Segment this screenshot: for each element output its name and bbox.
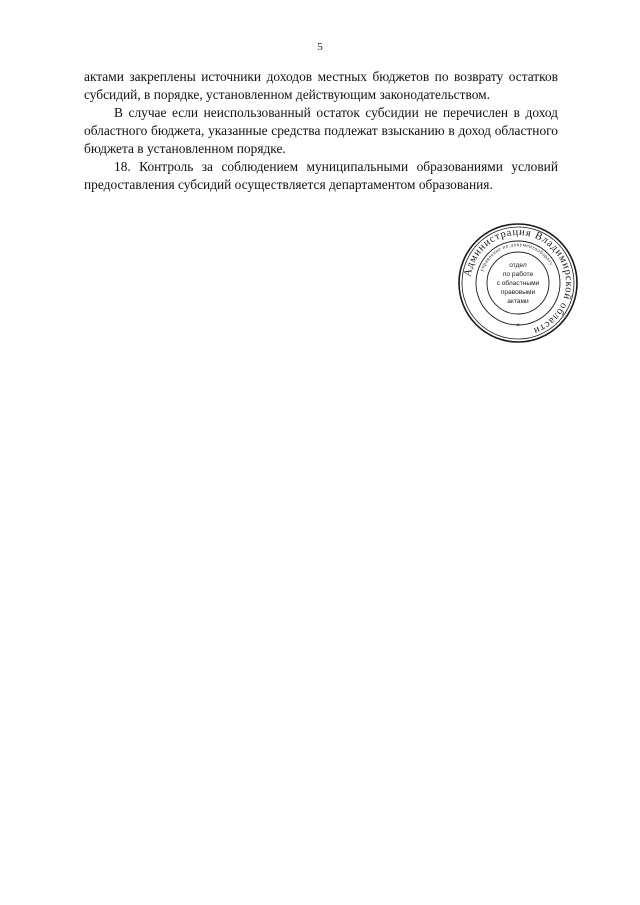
page-number: 5 bbox=[317, 41, 323, 53]
seal-center bbox=[497, 262, 540, 305]
paragraph-unused-balance: В случае если неиспользованный остаток субсидии не перечислен в доход областного бюджета, указанные средства подлежат взысканию в доход областного бюджета в установленном порядке. bbox=[84, 105, 558, 156]
document-body bbox=[84, 68, 558, 194]
seal-star-mark: * bbox=[516, 322, 520, 330]
seal-center-line-3: с областными bbox=[496, 280, 540, 287]
seal-center-line-4: правовыми bbox=[500, 289, 536, 296]
paragraph-control-clause: 18. Контроль за соблюдением муниципальными образованиями условий предоставления субсидий осуществляется департаментом образования. bbox=[84, 159, 558, 192]
seal-center-line-1: отдел bbox=[509, 262, 527, 269]
seal-center-line-5: актами bbox=[507, 298, 529, 305]
official-seal bbox=[457, 222, 579, 344]
seal-inner-ring-text-content: управление по документообороту bbox=[479, 241, 555, 273]
seal-outer-text-content: Администрация Владимирской области bbox=[462, 226, 575, 337]
paragraph-continuation: актами закреплены источники доходов местных бюджетов по возврату остатков субсидий, в порядке, установленном действующим законодательством. bbox=[84, 69, 558, 102]
seal-center-line-2: по работе bbox=[502, 271, 534, 278]
